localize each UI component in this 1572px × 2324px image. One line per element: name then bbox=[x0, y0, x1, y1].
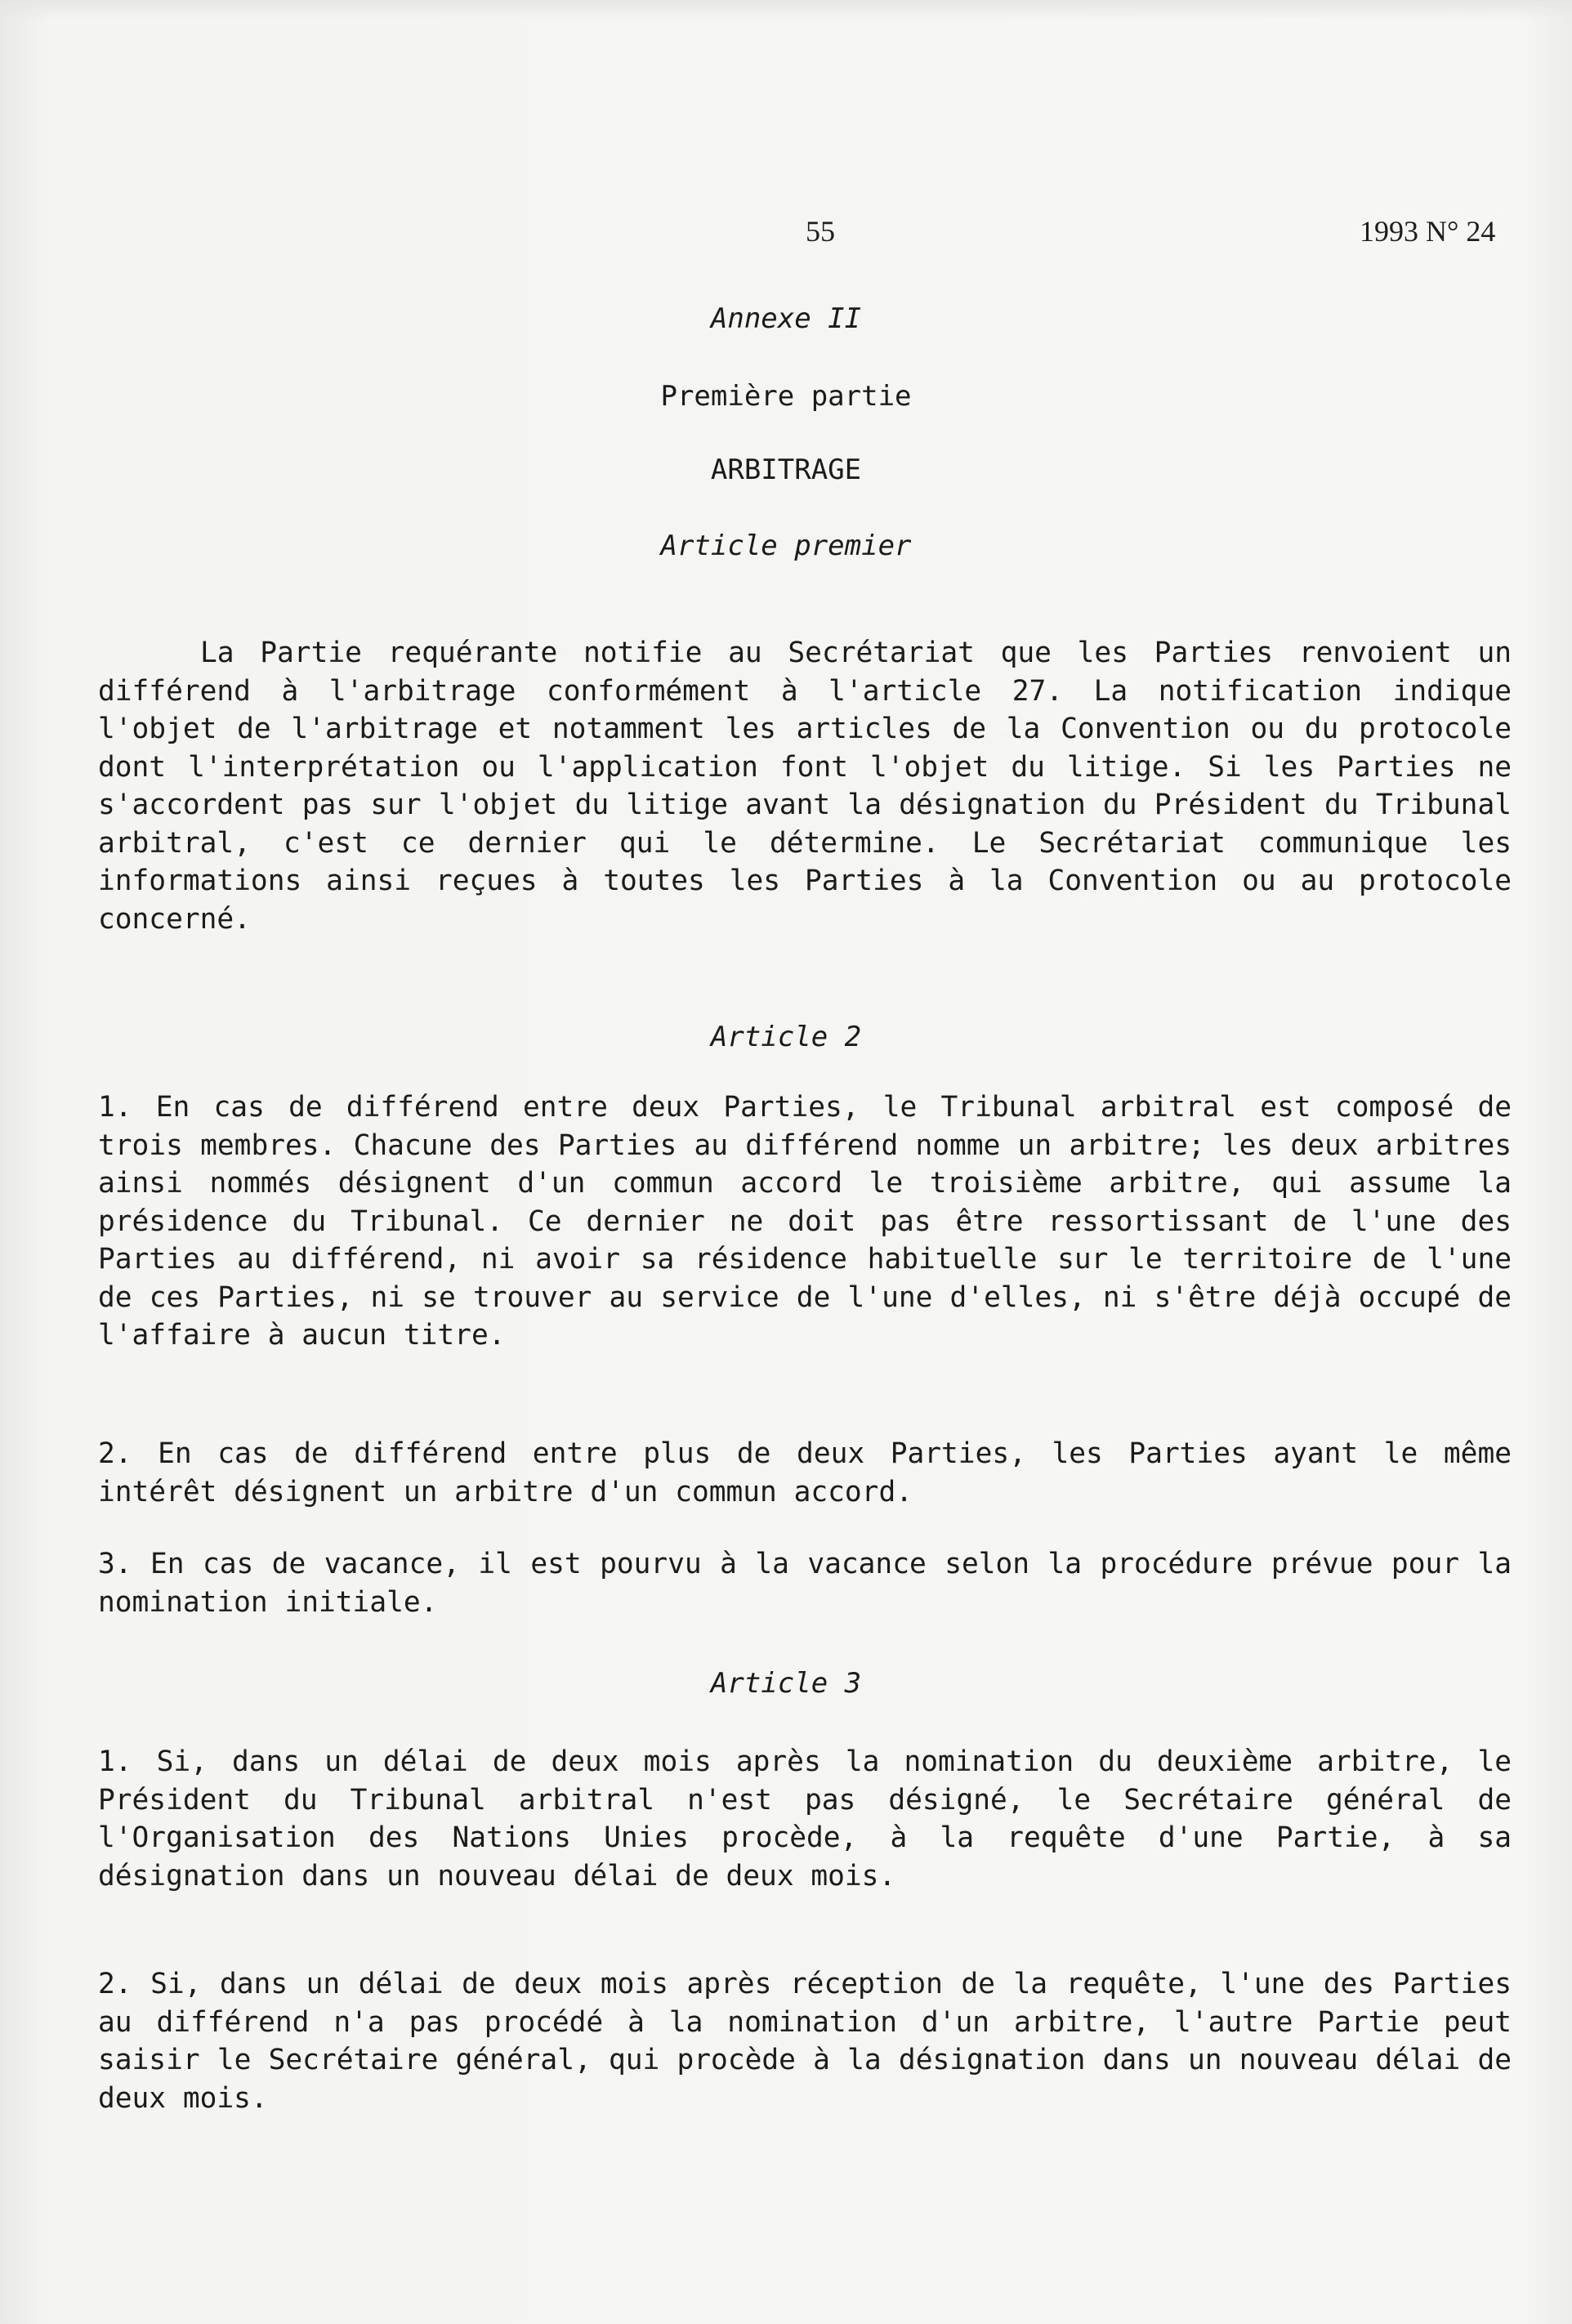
document-reference: 1993 N° 24 bbox=[1360, 215, 1496, 248]
article-heading: Article 2 bbox=[710, 1021, 862, 1053]
article-paragraph: 2. Si, dans un délai de deux mois après réception de la requête, l'une des Parties au différend n'a pas procédé à la nomination d'un arbitre, l'autre Partie peut saisir le Secrétaire général, qui procède à la désignation dans un nouveau délai de deux mois. bbox=[98, 1968, 1512, 2115]
section-subject: ARBITRAGE bbox=[710, 454, 862, 486]
article-heading: Article premier bbox=[660, 530, 912, 562]
article-paragraph: 2. En cas de différend entre plus de deux Parties, les Parties ayant le même intérêt désignent un arbitre d'un commun accord. bbox=[98, 1437, 1512, 1508]
annex-title: Annexe II bbox=[710, 302, 862, 335]
page-edge-shadow bbox=[0, 0, 1572, 20]
article-paragraph: La Partie requérante notifie au Secrétariat que les Parties renvoient un différend à l'arbitrage conformément à l'article 27. La notification indique l'objet de l'arbitrage et notamment les articles de la Convention ou du protocole dont l'interprétation ou l'application font l'objet du litige. Si les Parties ne s'accordent pas sur l'objet du litige avant la désignation du Président du Tribunal arbitral, c'est ce dernier qui le détermine. Le Secrétariat communique les informations ainsi reçues à toutes les Parties à la Convention ou au protocole concerné. bbox=[98, 637, 1512, 936]
article-paragraph: 1. En cas de différend entre deux Parties, le Tribunal arbitral est composé de trois membres. Chacune des Parties au différend nomme un arbitre; les deux arbitres ainsi nommés désignent d'un commun accord le troisième arbitre, qui assume la présidence du Tribunal. Ce dernier ne doit pas être ressortissant de l'une des Parties au différend, ni avoir sa résidence habituelle sur le territoire de l'une de ces Parties, ni se trouver au service de l'une d'elles, ni s'être déjà occupé de l'affaire à aucun titre. bbox=[98, 1091, 1512, 1352]
article-heading: Article 3 bbox=[710, 1667, 862, 1700]
part-title: Première partie bbox=[660, 380, 912, 413]
article-paragraph: 1. Si, dans un délai de deux mois après la nomination du deuxième arbitre, le Président du Tribunal arbitral n'est pas désigné, le Secrétaire général de l'Organisation des Nations Unies procède, à la requête d'une Partie, à sa désignation dans un nouveau délai de deux mois. bbox=[98, 1745, 1512, 1893]
article-paragraph: 3. En cas de vacance, il est pourvu à la vacance selon la procédure prévue pour la nomination initiale. bbox=[98, 1548, 1512, 1619]
page-number: 55 bbox=[806, 215, 835, 248]
